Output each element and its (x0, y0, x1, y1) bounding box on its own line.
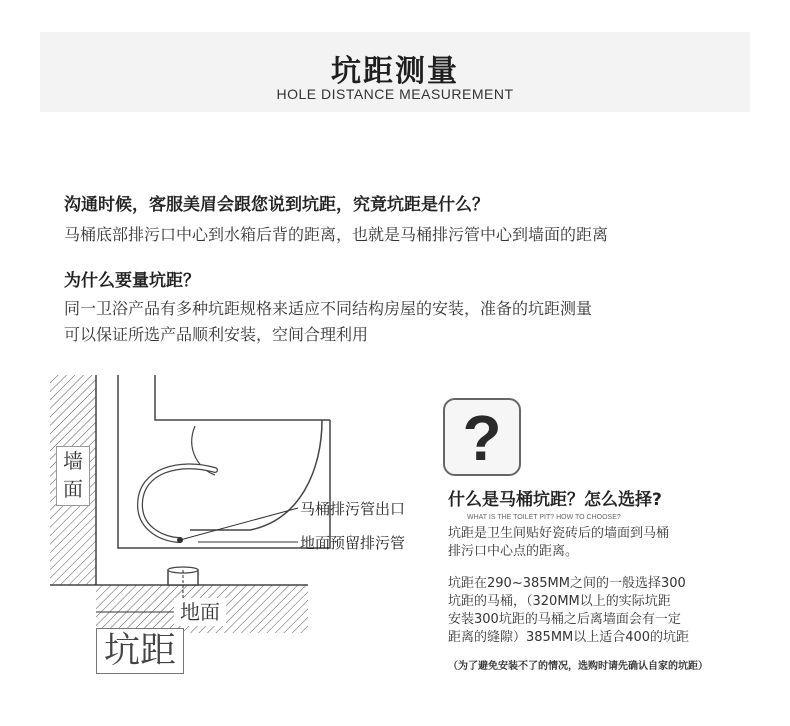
answer-why-measure-line2: 可以保证所选产品顺利安装，空间合理利用 (64, 325, 369, 344)
note: （为了避免安装不了的情况，选购时请先确认自家的坑距） (448, 661, 708, 672)
choose-line2: 坑距的马桶，（320MM以上的实际坑距 (448, 594, 671, 609)
wall-label: 墙 面 (56, 446, 90, 506)
side-title: 什么是马桶坑距？怎么选择? (448, 490, 662, 510)
tank-outline (155, 375, 330, 420)
pit-distance-label: 坑距 (96, 628, 184, 674)
answer-why-measure-line1: 同一卫浴产品有多种坑距规格来适应不同结构房屋的安装，准备的坑距测量 (64, 299, 593, 318)
question-why-measure: 为什么要量坑距？ (64, 271, 200, 291)
outlet-leader (180, 508, 298, 540)
page-subtitle: HOLE DISTANCE MEASUREMENT (276, 86, 514, 102)
floor-label: 地面 (174, 598, 226, 626)
choose-line1: 坑距在290~385MM之间的一般选择300 (448, 576, 686, 591)
definition-line1: 坑距是卫生间贴好瓷砖后的墙面到马桶 (448, 526, 670, 541)
question-what-is-pit: 沟通时候，客服美眉会跟您说到坑距，究竟坑距是什么？ (64, 195, 489, 215)
choose-line4: 距离的缝隙）385MM以上适合400的坑距 (448, 630, 690, 645)
definition-line2: 排污口中心点的距离。 (448, 544, 579, 559)
side-subtitle: WHAT IS THE TOILET PIT? HOW TO CHOOSE? (467, 514, 621, 521)
choose-line3: 安装300坑距的马桶之后离墙面会有一定 (448, 612, 681, 627)
floor-pipe-label: 地面预留排污管 (300, 534, 406, 552)
question-mark-icon: ? (443, 398, 521, 476)
toilet-base-outline (118, 375, 330, 548)
page-title: 坑距测量 (331, 54, 459, 89)
answer-what-is-pit: 马桶底部排污口中心到水箱后背的距离，也就是马桶排污管中心到墙面的距离 (64, 225, 609, 244)
outlet-label: 马桶排污管出口 (300, 500, 406, 518)
